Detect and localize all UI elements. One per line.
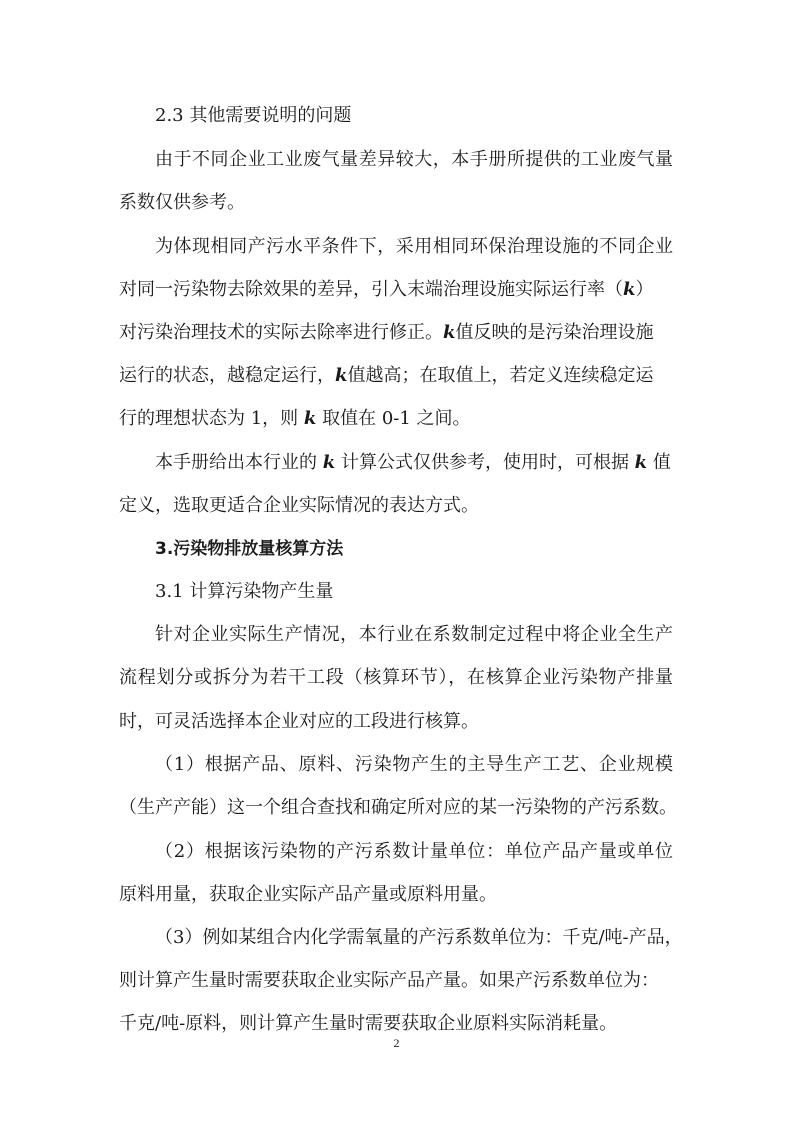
list-item-line: 千克/吨-原料，则计算产生量时需要获取企业原料实际消耗量。 [119,1013,618,1034]
paragraph-line: 为体现相同产污水平条件下，采用相同环保治理设施的不同企业 [155,236,673,257]
text-span: 运行的状态，越稳定运行， [119,365,335,386]
text-span: 值反映的是污染治理设施 [455,322,654,343]
paragraph-line: 系数仅供参考。 [119,192,245,213]
paragraph-line: 由于不同企业工业废气量差异较大，本手册所提供的工业废气量 [155,149,673,170]
paragraph-line [119,321,653,345]
text-span: 计算公式仅供参考，使用时，可根据 [335,452,635,473]
text-span: 对污染治理技术的实际去除率进行修正。 [119,322,443,343]
k-symbol: k [443,322,456,343]
text-span: 值 [647,452,671,473]
list-item-line: （1）根据产品、原料、污染物产生的主导生产工艺、企业规模 [155,754,673,775]
paragraph-line: 流程划分或拆分为若干工段（核算环节），在核算企业污染物产排量 [119,667,673,688]
paragraph-line: 时，可灵活选择本企业对应的工段进行核算。 [119,711,479,732]
paragraph-line [119,364,653,388]
text-span: 行的理想状态为 1，则 [119,408,304,429]
section-heading-3: 3.污染物排放量核算方法 [155,539,344,559]
text-span: 本手册给出本行业的 [155,452,323,473]
k-symbol: k [322,452,336,473]
paragraph-line [119,407,471,431]
page-number: 2 [393,1036,400,1050]
text-span: 值越高；在取值上，若定义连续稳定运 [347,365,654,386]
paragraph-line [155,451,671,475]
k-symbol: k [634,452,648,473]
list-item-line: （2）根据该污染物的产污系数计量单位：单位产品产量或单位 [155,841,673,862]
list-item-line: （生产产能）这一个组合查找和确定所对应的某一污染物的产污系数。 [119,797,677,818]
list-item-line: 原料用量，获取企业实际产品产量或原料用量。 [119,884,497,905]
paragraph-line [119,278,653,302]
text-span: ） [635,279,654,300]
k-symbol: k [303,408,317,429]
list-item-line: 则计算产生量时需要获取企业实际产品产量。如果产污系数单位为： [119,970,659,991]
text-span: 取值在 0-1 之间。 [316,408,471,429]
section-heading-2-3: 2.3 其他需要说明的问题 [155,105,352,126]
k-symbol: k [623,279,636,300]
text-span: 对同一污染物去除效果的差异，引入末端治理设施实际运行率（ [119,279,623,300]
paragraph-line: 定义，选取更适合企业实际情况的表达方式。 [119,495,479,516]
k-symbol: k [335,365,348,386]
paragraph-line: 针对企业实际生产情况，本行业在系数制定过程中将企业全生产 [155,624,673,645]
section-heading-3-1: 3.1 计算污染物产生量 [155,581,334,602]
list-item-line: （3）例如某组合内化学需氧量的产污系数单位为：千克/吨-产品， [155,927,683,948]
